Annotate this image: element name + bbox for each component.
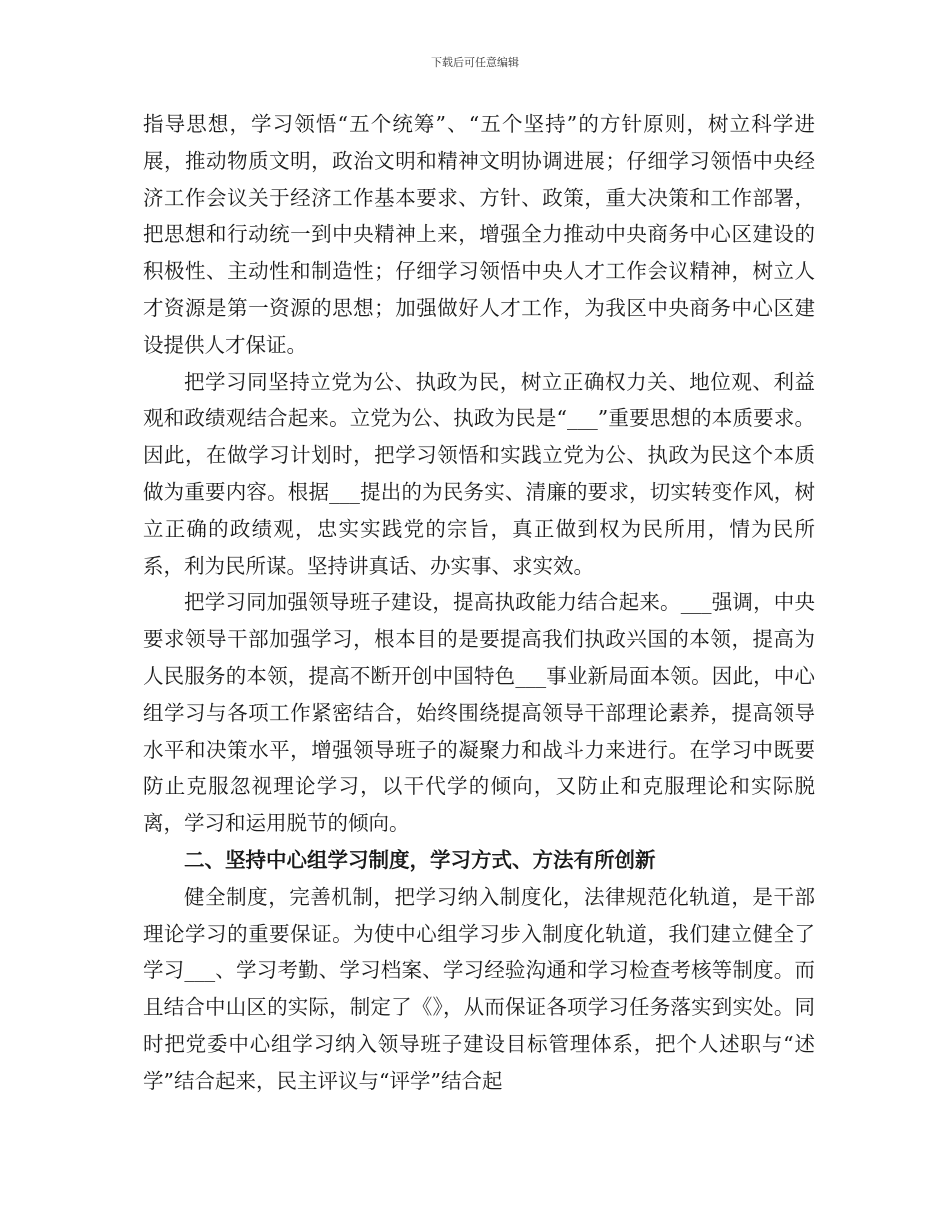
paragraph-system-mechanism: 健全制度，完善机制，把学习纳入制度化，法律规范化轨道，是干部理论学习的重要保证。为使中心组学习步入制度化轨道，我们建立健全了学习___、学习考勤、学习档案、学习经验沟通和学习检查考核等制度。而且结合中山区的实际，制定了《》，从而保证各项学习任务落实到实处。同时把党委中心组学习纳入领导班子建设目标管理体系，把个人述职与“述学”结合起来，民主评议与“评学”结合起 — [143, 884, 815, 1093]
section-heading: 二、坚持中心组学习制度，学习方式、方法有所创新 — [184, 847, 656, 872]
paragraph-leadership-building: 把学习同加强领导班子建设，提高执政能力结合起来。___强调，中央要求领导干部加强学习，根本目的是要提高我们执政兴国的本领，提高为人民服务的本领，提高不断开创中国特色___事业新局面本领。因此，中心组学习与各项工作紧密结合，始终围绕提高领导干部理论素养，提高领导水平和决策水平，增强领导班子的凝聚力和战斗力来进行。在学习中既要防止克服忽视理论学习，以干代学的倾向，又防止和克服理论和实际脱离，学习和运用脱节的倾向。 — [143, 590, 815, 836]
paragraph-party-for-public: 把学习同坚持立党为公、执政为民，树立正确权力关、地位观、利益观和政绩观结合起来。立党为公、执政为民是“___”重要思想的本质要求。因此，在做学习计划时，把学习领悟和实践立党为公、执政为民这个本质做为重要内容。根据___提出的为民务实、清廉的要求，切实转变作风，树立正确的政绩观，忠实实践党的宗旨，真正做到权为民所用，情为民所系，利为民所谋。坚持讲真话、办实事、求实效。 — [143, 369, 815, 578]
document-body — [143, 106, 815, 1100]
page-header-note: 下载后可任意编辑 — [431, 56, 519, 69]
paragraph-guiding-thought: 指导思想，学习领悟“五个统筹”、“五个坚持”的方针原则，树立科学进展，推动物质文明，政治文明和精神文明协调进展；仔细学习领悟中央经济工作会议关于经济工作基本要求、方针、政策，重大决策和工作部署，把思想和行动统一到中央精神上来，增强全力推动中央商务中心区建设的积极性、主动性和制造性；仔细学习领悟中央人才工作会议精神，树立人才资源是第一资源的思想；加强做好人才工作，为我区中央商务中心区建设提供人才保证。 — [143, 112, 815, 357]
